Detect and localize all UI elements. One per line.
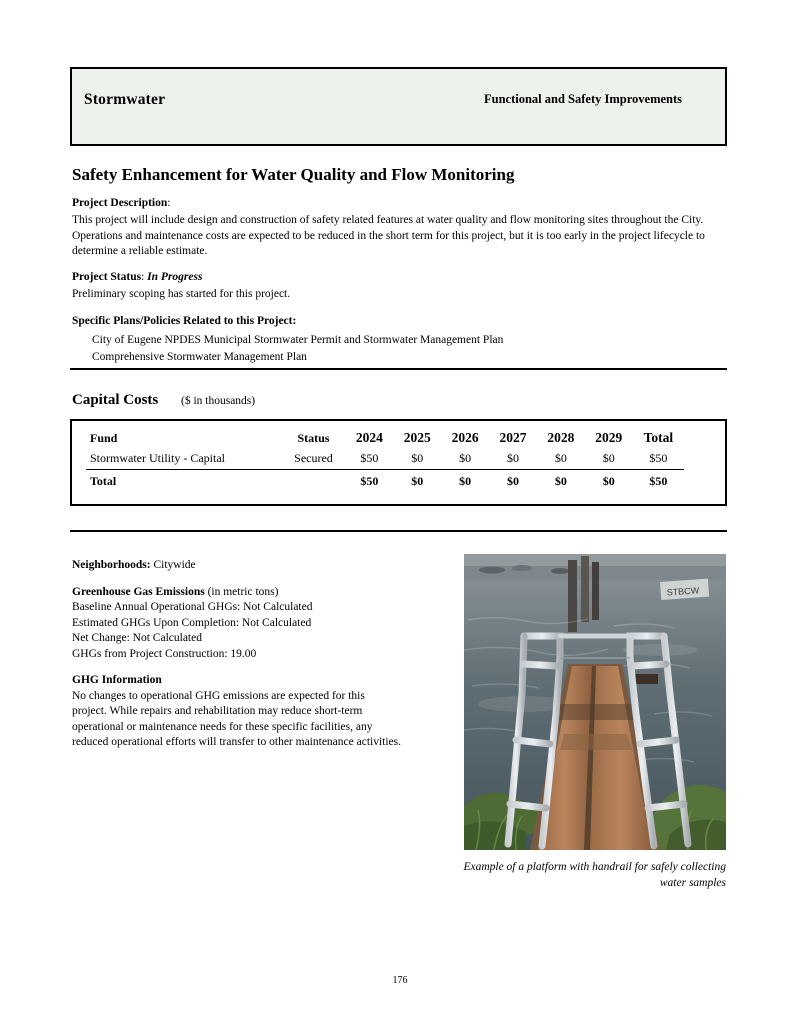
description-label-text: Project Description xyxy=(72,197,168,209)
col-total: Total xyxy=(643,430,674,445)
ghg-information-label: GHG Information xyxy=(72,674,162,687)
spacer-2 xyxy=(72,305,727,314)
neighborhoods-label: Neighborhoods: xyxy=(72,559,151,571)
cell-grand-total: $50 xyxy=(633,470,684,492)
divider-top xyxy=(70,368,727,370)
section-title: Stormwater xyxy=(84,91,166,108)
ghg-line: GHGs from Project Construction: 19.00 xyxy=(72,647,257,660)
ghg-line: Net Change: Not Calculated xyxy=(72,632,202,645)
cell-2029: $0 xyxy=(602,451,615,465)
table-total-row xyxy=(86,470,684,492)
neighborhoods-block xyxy=(72,558,402,574)
cell-2027: $0 xyxy=(506,451,519,465)
cell-2028: $0 xyxy=(554,451,567,465)
cell-2024: $50 xyxy=(360,451,379,465)
col-2027: 2027 xyxy=(499,430,527,445)
ghg-information-block xyxy=(72,673,402,751)
project-description-label: Project Description: xyxy=(72,197,171,209)
table-head xyxy=(86,428,684,449)
status-value: In Progress xyxy=(147,271,203,284)
cell-total-status xyxy=(282,470,346,492)
project-photo xyxy=(464,554,726,850)
project-status-note: Preliminary scoping has started for this project. xyxy=(72,288,291,301)
ghg-line: Estimated GHGs Upon Completion: Not Calculated xyxy=(72,616,312,629)
col-2029: 2029 xyxy=(595,430,623,445)
cell-total-2028: $0 xyxy=(537,470,585,492)
ghg-block xyxy=(72,585,402,663)
table-body xyxy=(86,449,684,491)
col-2028: 2028 xyxy=(547,430,575,445)
ghg-units: (in metric tons) xyxy=(207,585,279,598)
col-2024: 2024 xyxy=(355,430,383,445)
col-2025: 2025 xyxy=(403,430,431,445)
photo-caption: Example of a platform with handrail for safely collecting water samples xyxy=(463,861,726,889)
status-label-text: Project Status xyxy=(72,271,142,284)
page-number: 176 xyxy=(392,975,408,986)
cell-2026: $0 xyxy=(459,451,472,465)
cell-total-2029: $0 xyxy=(585,470,633,492)
spacer-1 xyxy=(72,261,727,270)
list-item: Comprehensive Stormwater Management Plan xyxy=(92,351,307,364)
table-row xyxy=(86,449,684,470)
photo-sign-text: STBCW xyxy=(666,585,700,598)
table-header-row xyxy=(86,428,684,449)
cell-fund: Stormwater Utility - Capital xyxy=(90,451,225,465)
photo-illustration xyxy=(464,554,726,850)
neighborhoods-value: Citywide xyxy=(153,559,196,571)
project-details xyxy=(72,196,727,368)
page-title: Safety Enhancement for Water Quality and Flow Monitoring xyxy=(72,165,515,184)
cell-total-2027: $0 xyxy=(489,470,537,492)
ghg-line: Baseline Annual Operational GHGs: Not Calculated xyxy=(72,601,313,614)
section-header-banner xyxy=(70,67,727,146)
ghg-heading xyxy=(72,585,402,601)
cell-2025: $0 xyxy=(411,451,424,465)
project-info-column xyxy=(72,558,402,751)
cell-status: Secured xyxy=(294,451,333,465)
plans-label: Specific Plans/Policies Related to this Project: xyxy=(72,314,297,327)
ghg-label: Greenhouse Gas Emissions xyxy=(72,585,205,598)
col-status: Status xyxy=(297,430,330,445)
divider-bottom xyxy=(70,530,727,532)
cell-total-label: Total xyxy=(86,470,282,492)
capital-costs-units: ($ in thousands) xyxy=(181,395,256,407)
plans-list xyxy=(72,333,727,366)
project-description-text: This project will include design and construction of safety related features at water quality and flow monitoring sites throughout the City. Operations and maintenance costs are expected to be reduced in the short term for this project, but it is too early in the project lifecycle to determine a reliable estimate. xyxy=(72,214,705,257)
capital-costs-table xyxy=(86,428,684,491)
col-fund: Fund xyxy=(90,430,118,445)
ghg-information-text: No changes to operational GHG emissions are expected for this project. While repairs and rehabilitation may reduce short-term operational or maintenance needs for these specific facilities, any reduced operational efforts will transfer to other maintenance activities. xyxy=(72,689,402,749)
col-2026: 2026 xyxy=(451,430,479,445)
list-item: City of Eugene NPDES Municipal Stormwater Permit and Stormwater Management Plan xyxy=(92,333,504,346)
project-status-line: Project Status: In Progress xyxy=(72,271,203,284)
cell-total-2025: $0 xyxy=(393,470,441,492)
cell-total-2026: $0 xyxy=(441,470,489,492)
cell-total-2024: $50 xyxy=(345,470,393,492)
section-category: Functional and Safety Improvements xyxy=(484,92,683,106)
cell-row-total: $50 xyxy=(649,451,668,465)
capital-costs-heading: Capital Costs xyxy=(72,392,159,408)
